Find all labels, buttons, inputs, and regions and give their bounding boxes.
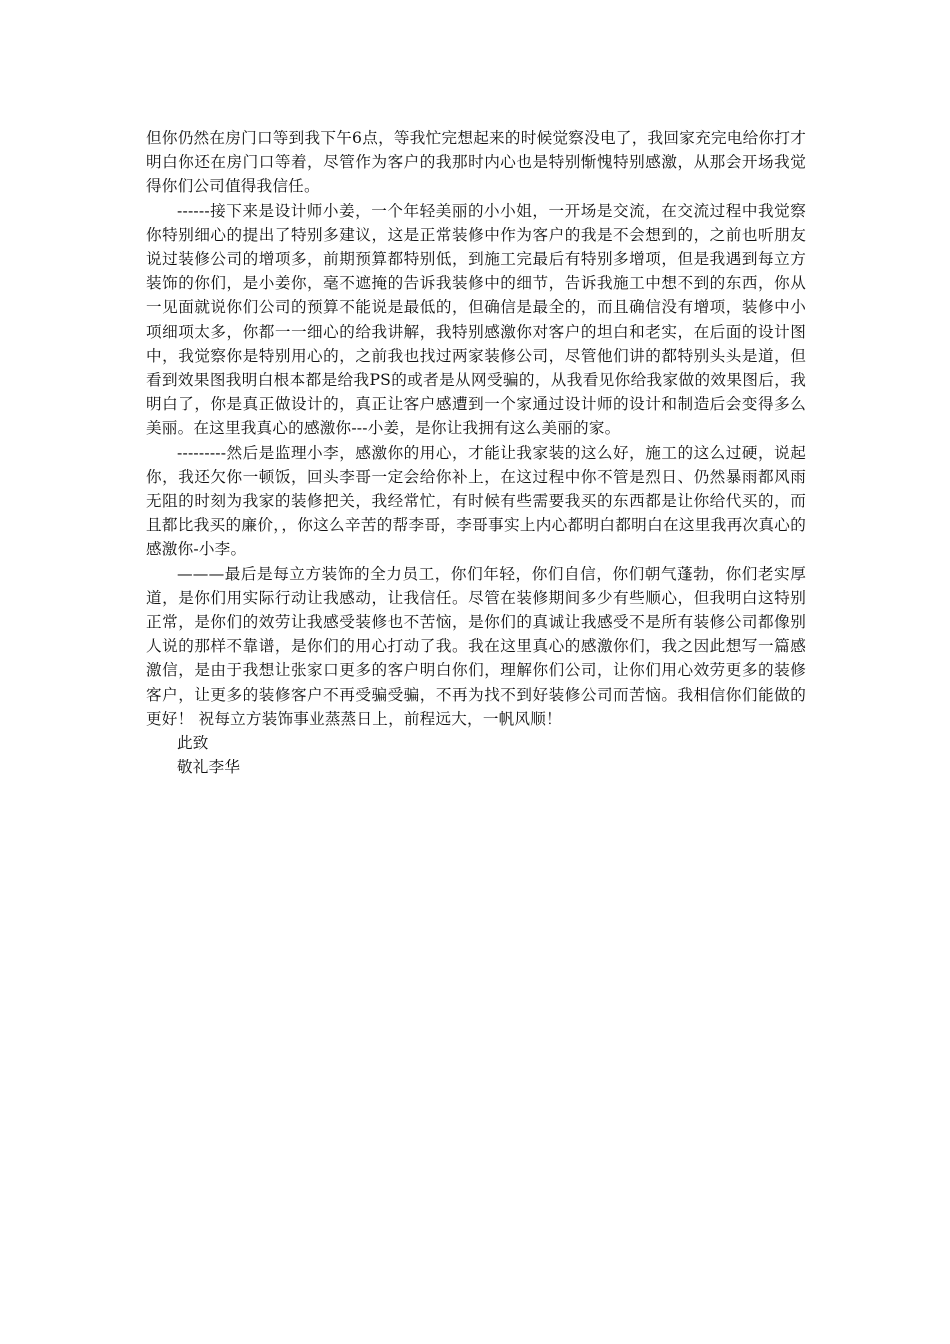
paragraph-continuation: 但你仍然在房门口等到我下午6点，等我忙完想起来的时候觉察没电了，我回家充完电给你打才明白你还在房门口等着，尽管作为客户的我那时内心也是特别惭愧特别感激，从那会开场我觉得你们公司值得我信任。	[146, 129, 806, 196]
paragraph-supervisor: ---------然后是监理小李，感激你的用心，才能让我家装的这么好，施工的这么过硬，说起你，我还欠你一顿饭，回头李哥一定会给你补上，在这过程中你不管是烈日、仍然暴雨都风雨无阻的时刻为我家的装修把关，我经常忙，有时候有些需要我买的东西都是让你给代买的，而且都比我买的廉价，，你这么辛苦的帮李哥，李哥事实上内心都明白都明白在这里我再次真心的感激你-小李。	[146, 443, 806, 559]
letter-body	[146, 126, 806, 779]
paragraph-designer: ------接下来是设计师小姜，一个年轻美丽的小小姐，一开场是交流，在交流过程中我觉察你特别细心的提出了特别多建议，这是正常装修中作为客户的我是不会想到的，之前也听朋友说过装修公司的增项多，前期预算都特别低，到施工完最后有特别多增项，但是我遇到每立方装饰的你们，是小姜你，毫不遮掩的告诉我装修中的细节，告诉我施工中想不到的东西，你从一见面就说你们公司的预算不能说是最低的，但确信是最全的，而且确信没有增项，装修中小项细项太多，你都一一细心的给我讲解，我特别感激你对客户的坦白和老实，在后面的设计图中，我觉察你是特别用心的，之前我也找过两家装修公司，尽管他们讲的都特别头头是道，但看到效果图我明白根本都是给我PS的或者是从网受骗的，从我看见你给我家做的效果图后，我明白了，你是真正做设计的，真正让客户感遭到一个家通过设计师的设计和制造后会变得多么美丽。在这里我真心的感激你---小姜，是你让我拥有这么美丽的家。	[146, 201, 806, 438]
signature-line: 敬礼李华	[177, 758, 241, 777]
closing-line: 此致	[177, 734, 209, 753]
paragraph-staff: ———最后是每立方装饰的全力员工，你们年轻，你们自信，你们朝气蓬勃，你们老实厚道，是你们用实际行动让我感动，让我信任。尽管在装修期间多少有些顺心，但我明白这特别正常，是你们的效劳让我感受装修也不苦恼，是你们的真诚让我感受不是所有装修公司都像别人说的那样不靠谱，是你们的用心打动了我。我在这里真心的感激你们，我之因此想写一篇感激信，是由于我想让张家口更多的客户明白你们，理解你们公司，让你们用心效劳更多的装修客户，让更多的装修客户不再受骗受骗，不再为找不到好装修公司而苦恼。我相信你们能做的更好！ 祝每立方装饰事业蒸蒸日上，前程远大，一帆风顺！	[146, 564, 806, 728]
